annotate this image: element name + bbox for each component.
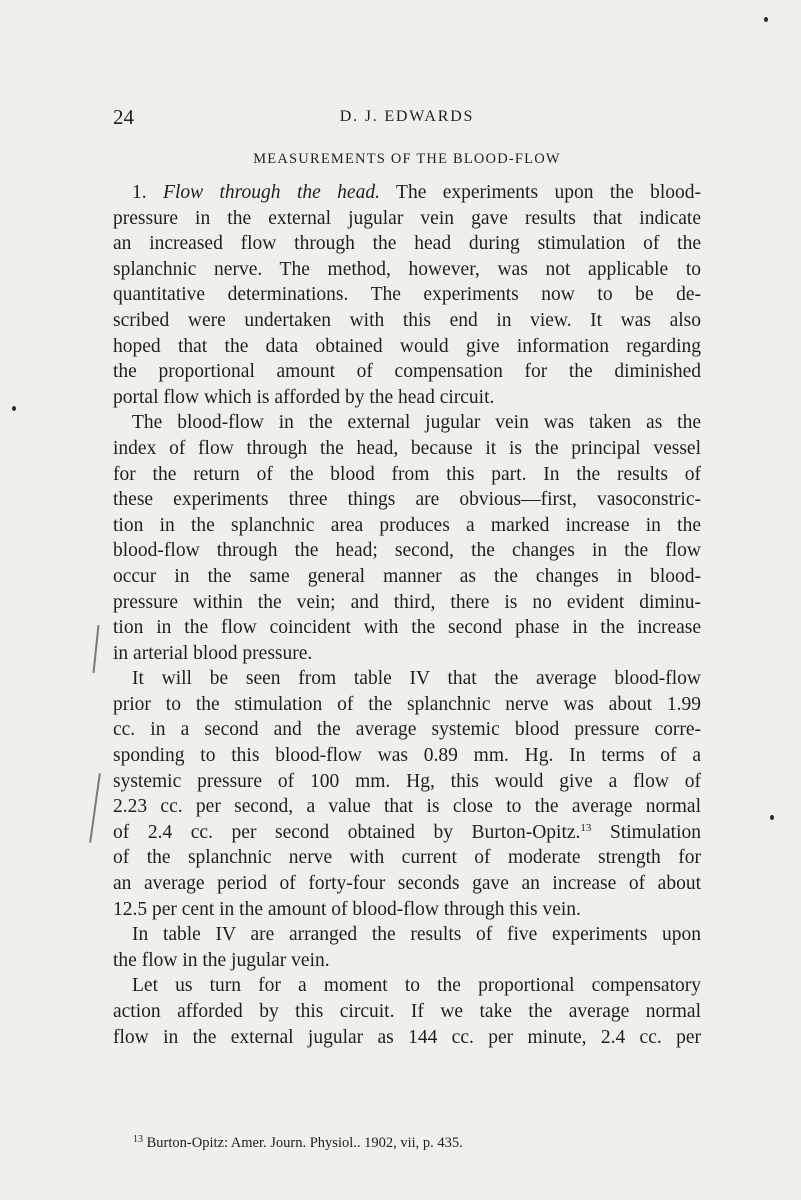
paragraph-line: cc. in a second and the average systemic blood pressure corre- bbox=[113, 719, 701, 741]
paragraph-line: the proportional amount of compensation for the diminished bbox=[113, 361, 701, 383]
ink-speck bbox=[12, 406, 16, 411]
paragraph-line: flow in the external jugular as 144 cc. per minute, 2.4 cc. per bbox=[113, 1026, 701, 1048]
line-text: of 2.4 cc. per second obtained by Burton-Opitz. bbox=[113, 821, 581, 843]
paragraph-line: prior to the stimulation of the splanchnic nerve was about 1.99 bbox=[113, 693, 701, 715]
ink-speck bbox=[770, 815, 774, 820]
paragraph-line: tion in the splanchnic area produces a marked increase in the bbox=[113, 514, 701, 536]
paragraph-line: index of flow through the head, because it is the principal vessel bbox=[113, 437, 701, 459]
paragraph-line: action afforded by this circuit. If we take the average normal bbox=[113, 1001, 701, 1022]
paragraph-line: occur in the same general manner as the changes in blood- bbox=[113, 565, 701, 587]
paragraph-line: scribed were undertaken with this end in view. It was also bbox=[113, 309, 701, 331]
pencil-mark bbox=[92, 625, 99, 673]
paragraph-line: of the splanchnic nerve with current of moderate strength for bbox=[113, 847, 701, 869]
paragraph-line: quantitative determinations. The experiments now to be de- bbox=[113, 284, 701, 306]
paragraph-line: blood-flow through the head; second, the changes in the flow bbox=[113, 540, 701, 562]
line-text: Stimulation bbox=[591, 821, 701, 843]
footnote-marker: 13 bbox=[133, 1134, 143, 1145]
paragraph-line: portal flow which is afforded by the head circuit. bbox=[113, 386, 495, 408]
paragraph-line: an average period of forty-four seconds gave an increase of about bbox=[113, 873, 701, 895]
running-head bbox=[113, 105, 701, 131]
paragraph-line bbox=[113, 180, 701, 206]
paragraph-line: 2.23 cc. per second, a value that is close to the average normal bbox=[113, 796, 701, 818]
paragraph-line: It will be seen from table IV that the average blood-flow bbox=[132, 668, 701, 690]
line-text: The experiments upon the blood- bbox=[396, 182, 701, 203]
paragraph-line: the flow in the jugular vein. bbox=[113, 949, 330, 971]
page-number: 24 bbox=[113, 105, 134, 129]
paragraph-line: in arterial blood pressure. bbox=[113, 642, 313, 664]
ink-speck bbox=[764, 17, 768, 22]
paragraph-line: 12.5 per cent in the amount of blood-flow through this vein. bbox=[113, 898, 581, 920]
subsection-title: Flow through the head. bbox=[163, 182, 380, 203]
paragraph-line: an increased flow through the head during stimulation of the bbox=[113, 233, 701, 255]
paragraph-line: tion in the flow coincident with the second phase in the increase bbox=[113, 617, 701, 639]
paragraph-line: pressure in the external jugular vein gave results that indicate bbox=[113, 207, 701, 229]
paragraph-line: these experiments three things are obvious—first, vasoconstric- bbox=[113, 489, 701, 511]
paragraph-line: In table IV are arranged the results of five experiments upon bbox=[132, 924, 701, 946]
paragraph-line: Let us turn for a moment to the proportional compensatory bbox=[132, 975, 701, 997]
pencil-mark bbox=[89, 773, 101, 843]
paragraph-line: splanchnic nerve. The method, however, was not applicable to bbox=[113, 258, 701, 280]
paragraph-line: sponding to this blood-flow was 0.89 mm. Hg. In terms of a bbox=[113, 745, 701, 767]
paragraph-line: pressure within the vein; and third, there is no evident diminu- bbox=[113, 591, 701, 613]
footnote-text: Burton-Opitz: Amer. Journ. Physiol.. 1902, vii, p. 435. bbox=[146, 1135, 463, 1151]
subsection-number: 1. bbox=[132, 182, 147, 203]
paragraph-line: The blood-flow in the external jugular vein was taken as the bbox=[132, 412, 701, 434]
footnote bbox=[113, 1134, 701, 1152]
paragraph-line: systemic pressure of 100 mm. Hg, this would give a flow of bbox=[113, 770, 701, 792]
section-heading: MEASUREMENTS OF THE BLOOD-FLOW bbox=[253, 151, 561, 167]
running-title: D. J. EDWARDS bbox=[339, 108, 475, 125]
body-text bbox=[113, 180, 701, 1050]
paragraph-line: hoped that the data obtained would give information regarding bbox=[113, 335, 701, 357]
paragraph-line bbox=[113, 820, 701, 846]
paragraph-line: for the return of the blood from this part. In the results of bbox=[113, 463, 701, 485]
footnote-reference[interactable]: 13 bbox=[580, 821, 592, 834]
